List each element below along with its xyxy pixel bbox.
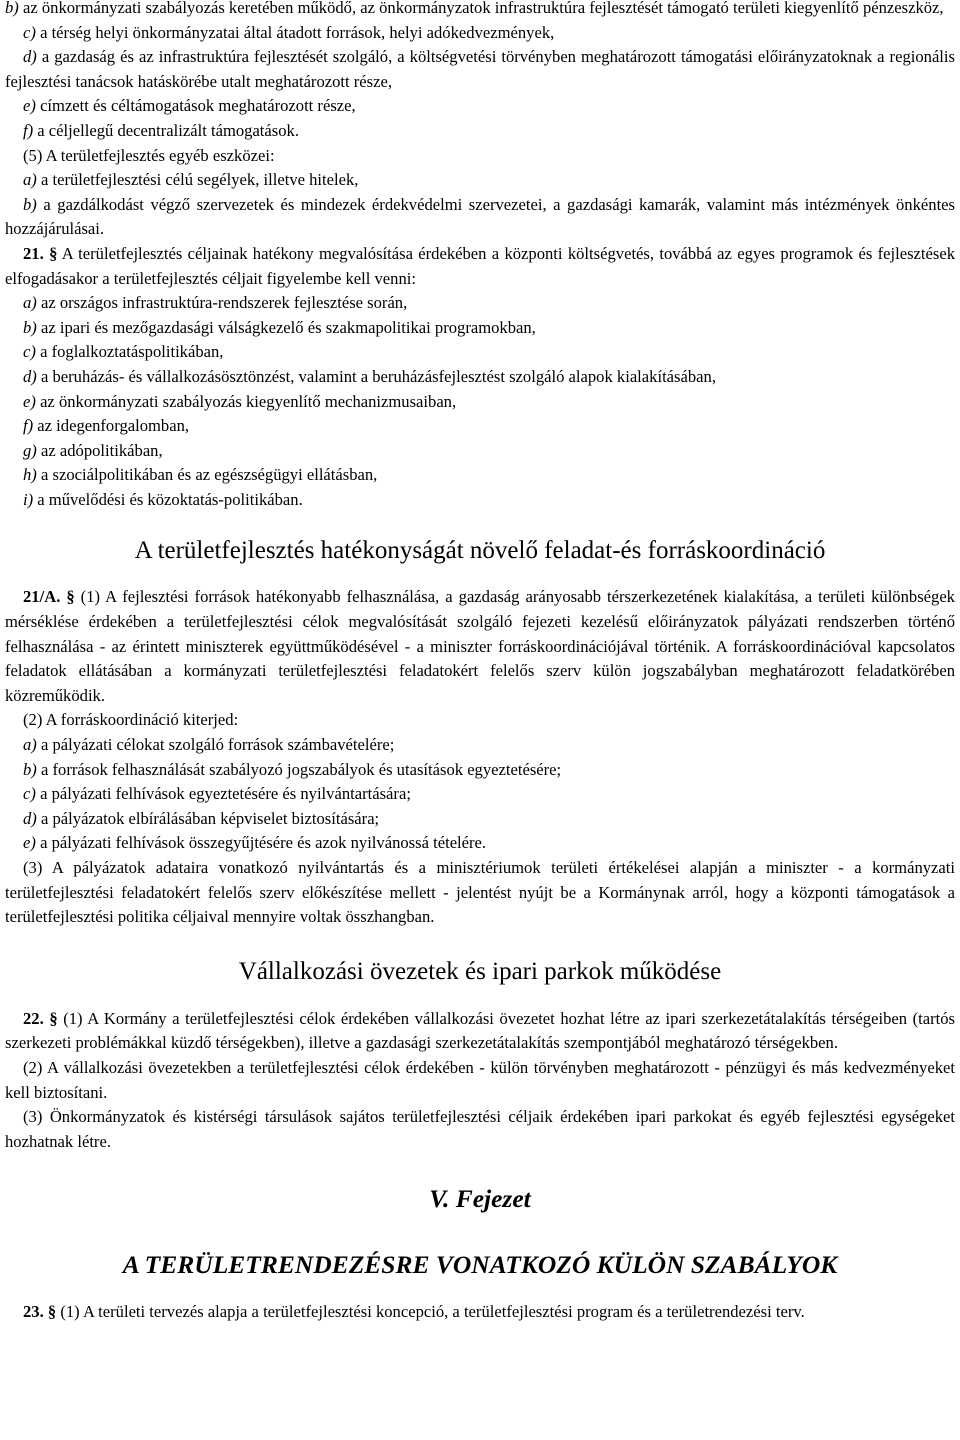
section-sign: §: [49, 243, 58, 263]
list-item: [5, 488, 955, 513]
item-text: a területfejlesztési célú segélyek, illetve hitelek,: [40, 170, 359, 190]
document-page: [5, 0, 955, 1325]
item-text: az önkormányzati szabályozás keretében működő, az önkormányzatok infrastruktúra fejlesztését támogató területi kiegyenlítő pénzeszköz,: [22, 0, 944, 17]
item-text: a pályázati felhívások összegyűjtésére és azok nyilvánossá tételére.: [40, 833, 487, 853]
item-text: a pályázati célokat szolgáló források számbavételére;: [40, 735, 395, 755]
item-text: az idegenforgalomban,: [37, 416, 190, 436]
section-22-paragraph-1: [5, 1007, 955, 1056]
item-label: b): [23, 317, 37, 337]
section-21: [5, 242, 955, 291]
item-label: b): [23, 194, 37, 214]
section-22-paragraph-2: (2) A vállalkozási övezetekben a területfejlesztési célok érdekében - külön törvényben meghatározott - pénzügyi és más kedvezményeket kell biztosítani.: [5, 1057, 955, 1102]
section-number: 22.: [23, 1008, 44, 1028]
list-item: [5, 831, 955, 856]
item-text: a pályázatok elbírálásában képviselet biztosítására;: [40, 808, 380, 828]
item-label: a): [23, 170, 37, 190]
item-text: a gazdaság és az infrastruktúra fejlesztését szolgáló, a költségvetési törvényben meghatározott támogatási előirányzatoknak a regionális fejlesztési tanácsok hatáskörébe utalt meghatározott része,: [5, 47, 955, 91]
list-item: [5, 807, 955, 832]
list-item: [5, 291, 955, 316]
item-label: c): [23, 784, 36, 804]
section-21a-paragraph-1: [5, 585, 955, 708]
item-text: az ipari és mezőgazdasági válságkezelő és szakmapolitikai programokban,: [40, 317, 536, 337]
item-label: f): [23, 416, 34, 436]
section-22-paragraph-3: (3) Önkormányzatok és kistérségi társulások sajátos területfejlesztési céljaik érdekében ipari parkokat és egyéb fejlesztési egységeket hozhatnak létre.: [5, 1107, 955, 1151]
list-item: [5, 94, 955, 119]
section-23-paragraph-1: [5, 1300, 955, 1325]
item-text: a pályázati felhívások egyeztetésére és nyilvántartására;: [40, 784, 411, 804]
section-text: (1) A Kormány a területfejlesztési célok érdekében vállalkozási övezetet hozhat létre az ipari szerkezetátalakítás térségeiben (tartós szerkezeti problémákkal küzdő térségekben), illetve a gazdasági szerkezetátalakítás szempontjából meghatározó térségekben.: [5, 1008, 956, 1053]
list-item: [5, 782, 955, 807]
list-item: [5, 733, 955, 758]
item-label: e): [23, 833, 36, 853]
item-label: e): [23, 96, 36, 116]
item-label: b): [23, 759, 37, 779]
list-item: [5, 316, 955, 341]
item-text: a források felhasználását szabályozó jogszabályok és utasítások egyeztetésére;: [40, 759, 562, 779]
section-number: 23.: [23, 1302, 44, 1322]
item-label: h): [23, 465, 37, 485]
section-21a-paragraph-3: (3) A pályázatok adataira vonatkozó nyilvántartás és a minisztériumok területi értékelései alapján a miniszter - a kormányzati területfejlesztési feladatokért felelős szerv előkészítése mellett - jelentést nyújt be a Kormánynak arról, hogy a központi támogatások a területfejlesztési politika céljaival mennyire voltak összhangban.: [5, 858, 955, 927]
section-sign: §: [47, 1302, 57, 1322]
list-item: [5, 439, 955, 464]
item-text: a beruházás- és vállalkozásösztönzést, valamint a beruházásfejlesztést szolgáló alapok kialakításában,: [40, 366, 716, 386]
section-text: (1) A fejlesztési források hatékonyabb felhasználása, a gazdaság arányosabb térszerkezetének kialakítása, a területi különbségek mérséklése érdekében a területfejlesztési célok megvalósítását szolgáló fejezeti kezelésű előirányzatok pályázati rendszerben történő felhasználása - az érintett miniszterek együttműködésével - a miniszter forráskoordinációjával történik. A forráskoordinációval kapcsolatos feladatok ellátásában a kormányzati területfejlesztési feladatokért felelős szerv külön jogszabályban meghatározott feladatkörében közreműködik.: [5, 587, 955, 705]
item-label: i): [23, 489, 34, 509]
list-item: [5, 340, 955, 365]
list-item: [5, 365, 955, 390]
item-text: a gazdálkodást végző szervezetek és mindezek érdekvédelmi szervezetei, a gazdasági kamarák, valamint más intézmények önkéntes hozzájárulásai.: [5, 194, 955, 239]
section-heading: A területfejlesztés hatékonyságát növelő feladat-és forráskoordináció: [134, 537, 826, 565]
list-item: [5, 414, 955, 439]
list-item: [5, 21, 955, 46]
paragraph-5-intro: (5) A területfejlesztés egyéb eszközei:: [23, 145, 275, 165]
item-label: b): [5, 0, 19, 17]
item-text: a térség helyi önkormányzatai által átadott források, helyi adókedvezmények,: [40, 22, 555, 42]
item-label: c): [23, 342, 36, 362]
item-label: c): [23, 22, 36, 42]
item-text: az adópolitikában,: [40, 440, 163, 460]
item-label: d): [23, 47, 37, 67]
item-text: a céljellegű decentralizált támogatások.: [37, 120, 299, 140]
item-label: g): [23, 440, 37, 460]
section-sign: §: [49, 1008, 58, 1028]
list-item: [5, 193, 955, 242]
item-label: e): [23, 391, 36, 411]
item-text: címzett és céltámogatások meghatározott része,: [40, 96, 356, 116]
section-number: 21/A.: [23, 587, 61, 607]
section-text: (1) A területi tervezés alapja a területfejlesztési koncepció, a területfejlesztési program és a területrendezési terv.: [60, 1302, 805, 1322]
section-number: 21.: [23, 243, 44, 263]
item-label: a): [23, 735, 37, 755]
section-21a-paragraph-2: (2) A forráskoordináció kiterjed:: [23, 710, 239, 730]
list-item: [5, 0, 955, 21]
list-item: [5, 168, 955, 193]
item-label: a): [23, 293, 37, 313]
chapter-title: A TERÜLETRENDEZÉSRE VONATKOZÓ KÜLÖN SZABÁLYOK: [122, 1250, 838, 1280]
list-item: [5, 119, 955, 144]
section-heading: Vállalkozási övezetek és ipari parkok működése: [238, 957, 722, 985]
item-text: a művelődési és közoktatás-politikában.: [37, 489, 303, 509]
item-label: d): [23, 366, 37, 386]
item-text: a szociálpolitikában és az egészségügyi ellátásban,: [40, 465, 378, 485]
item-label: d): [23, 808, 37, 828]
item-text: a foglalkoztatáspolitikában,: [40, 342, 224, 362]
section-text: A területfejlesztés céljainak hatékony megvalósítása érdekében a központi költségvetés, továbbá az egyes programok és fejlesztések elfogadásakor a területfejlesztés céljait figyelembe kell venni:: [5, 243, 956, 288]
item-text: az országos infrastruktúra-rendszerek fejlesztése során,: [40, 293, 408, 313]
list-item: [5, 390, 955, 415]
section-sign: §: [66, 587, 75, 607]
item-text: az önkormányzati szabályozás kiegyenlítő mechanizmusaiban,: [40, 391, 457, 411]
chapter-heading: V. Fejezet: [429, 1184, 531, 1214]
list-item: [5, 758, 955, 783]
item-label: f): [23, 120, 34, 140]
list-item: [5, 45, 955, 94]
list-item: [5, 463, 955, 488]
